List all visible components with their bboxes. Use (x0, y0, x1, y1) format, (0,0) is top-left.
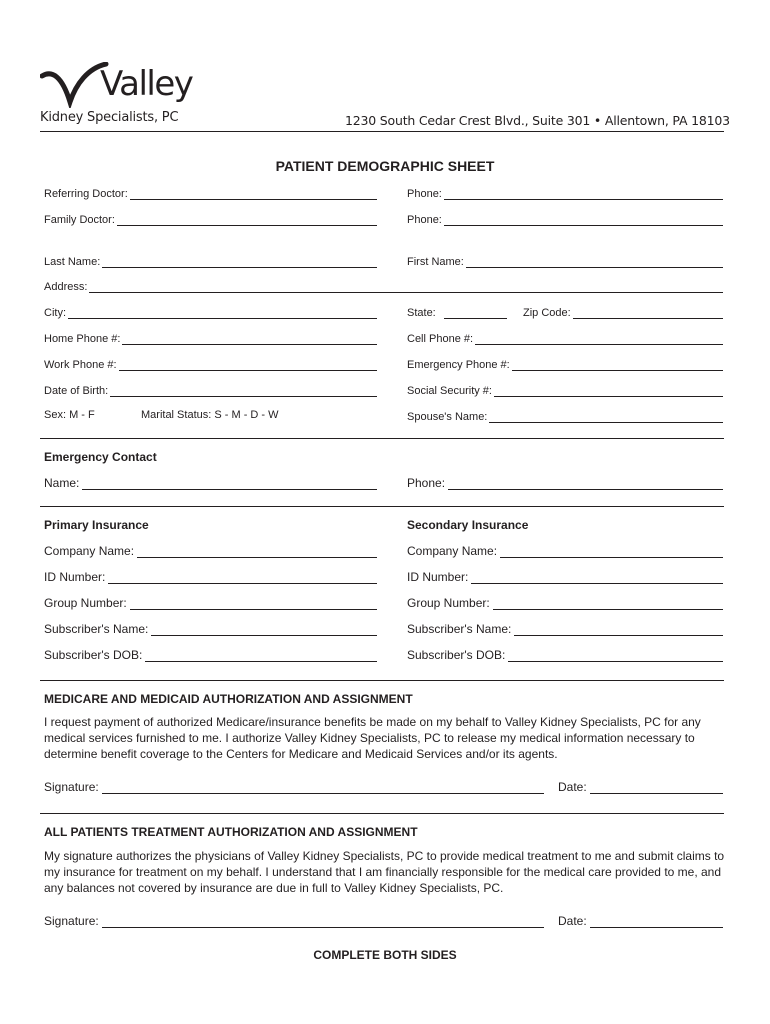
primary-subscriber-dob-field[interactable] (44, 647, 377, 662)
fill-line[interactable] (466, 257, 723, 268)
fill-line[interactable] (137, 546, 377, 558)
field-label: Spouse's Name: (407, 411, 488, 423)
fill-line[interactable] (512, 360, 723, 371)
fill-line[interactable] (573, 308, 723, 319)
fill-line[interactable] (89, 282, 723, 293)
referring-phone-field[interactable] (407, 186, 723, 200)
field-label: First Name: (407, 256, 464, 268)
secondary-company-name-field[interactable] (407, 543, 723, 558)
work-phone-field[interactable] (44, 357, 377, 371)
secondary-subscriber-dob-field[interactable] (407, 647, 723, 662)
treatment-heading: ALL PATIENTS TREATMENT AUTHORIZATION AND ASSIGNMENT (44, 825, 418, 839)
state-field[interactable] (407, 305, 507, 319)
fill-line[interactable] (68, 308, 377, 319)
field-label: Date: (558, 780, 587, 794)
secondary-subscriber-name-field[interactable] (407, 621, 723, 636)
treatment-text: My signature authorizes the physicians of Valley Kidney Specialists, PC to provide medical treatment to me and submit claims to my insurance for treatment on my behalf. I understand that I am financially responsible for the medical care provided to me, and any balances not covered by insurance are due in full to Valley Kidney Specialists, PC. (44, 849, 725, 895)
field-label: Subscriber's DOB: (44, 648, 143, 662)
field-label: Referring Doctor: (44, 188, 128, 200)
field-label: Subscriber's Name: (407, 622, 512, 636)
field-label: Date: (558, 914, 587, 928)
fill-line[interactable] (145, 650, 377, 662)
treatment-signature-field[interactable] (44, 913, 544, 928)
field-label: Work Phone #: (44, 359, 117, 371)
home-phone-field[interactable] (44, 331, 377, 345)
primary-subscriber-name-field[interactable] (44, 621, 377, 636)
clinic-address: 1230 South Cedar Crest Blvd., Suite 301 • Allentown, PA 18103 (345, 113, 730, 128)
fill-line[interactable] (108, 572, 377, 584)
field-label: Subscriber's Name: (44, 622, 149, 636)
field-label: Phone: (407, 188, 442, 200)
fill-line[interactable] (590, 782, 723, 794)
field-label: Zip Code: (523, 307, 571, 319)
field-label: Address: (44, 281, 88, 293)
emergency-contact-phone-field[interactable] (407, 475, 723, 490)
medicare-signature-field[interactable] (44, 779, 544, 794)
field-label: Social Security #: (407, 385, 492, 397)
complete-both-sides-note: COMPLETE BOTH SIDES (313, 948, 457, 962)
primary-insurance-heading: Primary Insurance (44, 518, 149, 532)
fill-line[interactable] (82, 478, 377, 490)
marital-status-options[interactable]: Marital Status: S - M - D - W (141, 409, 279, 421)
field-label: Phone: (407, 476, 446, 490)
cell-phone-field[interactable] (407, 331, 723, 345)
fill-line[interactable] (475, 334, 723, 345)
valley-logo (40, 62, 210, 125)
social-security-field[interactable] (407, 383, 723, 397)
emergency-contact-heading: Emergency Contact (44, 450, 157, 464)
fill-line[interactable] (119, 360, 377, 371)
field-label: Group Number: (44, 596, 127, 610)
fill-line[interactable] (514, 624, 723, 636)
field-label: State: (407, 307, 436, 319)
logo-subtitle: Kidney Specialists, PC (40, 110, 179, 125)
field-label: Signature: (44, 780, 99, 794)
primary-id-number-field[interactable] (44, 569, 377, 584)
sex-options[interactable]: Sex: M - F (44, 409, 95, 421)
field-label: Company Name: (44, 544, 135, 558)
section-divider (40, 438, 724, 439)
field-label: Signature: (44, 914, 99, 928)
field-label: Emergency Phone #: (407, 359, 510, 371)
fill-line[interactable] (122, 334, 377, 345)
field-label: Group Number: (407, 596, 490, 610)
fill-line[interactable] (130, 598, 377, 610)
section-divider (40, 680, 724, 681)
fill-line[interactable] (471, 572, 723, 584)
emergency-phone-field[interactable] (407, 357, 723, 371)
last-name-field[interactable] (44, 254, 377, 268)
secondary-group-number-field[interactable] (407, 595, 723, 610)
fill-line[interactable] (102, 916, 544, 928)
field-label: Last Name: (44, 256, 101, 268)
city-field[interactable] (44, 305, 377, 319)
fill-line[interactable] (444, 215, 723, 226)
fill-line[interactable] (500, 546, 723, 558)
section-divider (40, 506, 724, 507)
field-label: City: (44, 307, 66, 319)
fill-line[interactable] (448, 478, 723, 490)
medicare-heading: MEDICARE AND MEDICAID AUTHORIZATION AND ASSIGNMENT (44, 692, 413, 706)
header-divider (40, 131, 724, 132)
fill-line[interactable] (494, 386, 723, 397)
referring-doctor-field[interactable] (44, 186, 377, 200)
logo-wordmark: Valley (100, 64, 193, 104)
fill-line[interactable] (444, 189, 723, 200)
medicare-text: I request payment of authorized Medicare/insurance benefits be made on my behalf to Valley Kidney Specialists, PC for any medical services furnished to me. I authorize Valley Kidney Specialists, PC to release my medical information necessary to determine benefit coverage to the Centers for Medicare and Medicaid Services and/or its agents. (44, 715, 701, 761)
emergency-name-field[interactable] (44, 475, 377, 490)
field-label: ID Number: (44, 570, 106, 584)
address-field[interactable] (44, 279, 723, 293)
fill-line[interactable] (117, 215, 377, 226)
section-divider (40, 813, 724, 814)
field-label: ID Number: (407, 570, 469, 584)
secondary-insurance-heading: Secondary Insurance (407, 518, 529, 532)
field-label: Name: (44, 476, 80, 490)
field-label: Company Name: (407, 544, 498, 558)
secondary-id-number-field[interactable] (407, 569, 723, 584)
fill-line[interactable] (102, 782, 544, 794)
fill-line[interactable] (489, 412, 723, 423)
spouse-name-field[interactable] (407, 409, 723, 423)
fill-line[interactable] (151, 624, 377, 636)
fill-line[interactable] (493, 598, 723, 610)
medicare-date-field[interactable] (558, 779, 723, 794)
field-label: Cell Phone #: (407, 333, 474, 345)
field-label: Family Doctor: (44, 214, 115, 226)
family-doctor-field[interactable] (44, 212, 377, 226)
field-label: Date of Birth: (44, 385, 109, 397)
zip-code-field[interactable] (523, 305, 723, 319)
fill-line[interactable] (508, 650, 723, 662)
primary-group-number-field[interactable] (44, 595, 377, 610)
fill-line[interactable] (444, 308, 507, 319)
field-label: Subscriber's DOB: (407, 648, 506, 662)
treatment-date-field[interactable] (558, 913, 723, 928)
page-title: PATIENT DEMOGRAPHIC SHEET (275, 158, 495, 174)
fill-line[interactable] (130, 189, 377, 200)
field-label: Phone: (407, 214, 442, 226)
field-label: Home Phone #: (44, 333, 121, 345)
date-of-birth-field[interactable] (44, 383, 377, 397)
first-name-field[interactable] (407, 254, 723, 268)
fill-line[interactable] (110, 386, 377, 397)
family-phone-field[interactable] (407, 212, 723, 226)
fill-line[interactable] (590, 916, 723, 928)
fill-line[interactable] (102, 257, 377, 268)
primary-company-name-field[interactable] (44, 543, 377, 558)
